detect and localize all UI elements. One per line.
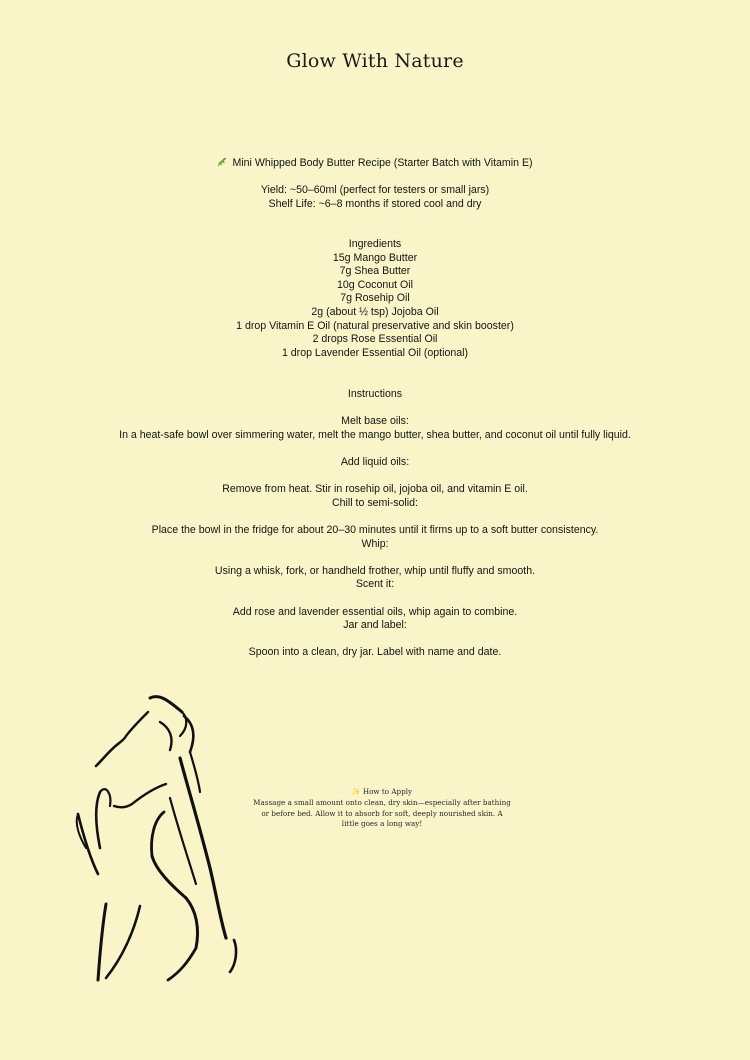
step-text: Remove from heat. Stir in rosehip oil, jojoba oil, and vitamin E oil.: [222, 483, 528, 496]
sparkle-icon: ✨: [351, 787, 361, 796]
how-to-apply-section: [252, 787, 512, 830]
step-title: Melt base oils:: [341, 415, 409, 428]
recipe-title: Mini Whipped Body Butter Recipe (Starter Batch with Vitamin E): [232, 157, 533, 169]
step-title: Chill to semi-solid:: [332, 496, 418, 509]
ingredients-section: [0, 238, 750, 360]
page-title: Glow With Nature: [286, 50, 464, 72]
recipe-yield: Yield: ~50–60ml (perfect for testers or small jars): [260, 184, 490, 196]
instructions-heading: Instructions: [347, 388, 403, 400]
leaf-icon: [217, 156, 228, 172]
recipe-title-row: [0, 156, 750, 172]
step-title: Jar and label:: [343, 619, 407, 632]
ingredient-item: 1 drop Lavender Essential Oil (optional): [281, 346, 469, 359]
step-text: Using a whisk, fork, or handheld frother, whip until fluffy and smooth.: [214, 564, 536, 577]
step-text: In a heat-safe bowl over simmering water, melt the mango butter, shea butter, and coconut oil until fully liquid.: [119, 428, 631, 441]
ingredient-item: 1 drop Vitamin E Oil (natural preservative and skin booster): [236, 319, 514, 332]
recipe-shelf-life: Shelf Life: ~6–8 months if stored cool and dry: [268, 197, 482, 210]
step-title: Scent it:: [355, 578, 395, 591]
ingredient-item: 7g Rosehip Oil: [340, 292, 410, 305]
step-text: Add rose and lavender essential oils, whip again to combine.: [232, 605, 518, 618]
step-text: Place the bowl in the fridge for about 20–30 minutes until it firms up to a soft butter consistency.: [151, 523, 599, 536]
ingredients-heading: Ingredients: [348, 238, 402, 250]
ingredient-item: 2g (about ½ tsp) Jojoba Oil: [311, 305, 439, 318]
step-text: Spoon into a clean, dry jar. Label with name and date.: [248, 646, 502, 659]
how-to-apply-heading: How to Apply: [362, 787, 413, 796]
ingredient-item: 7g Shea Butter: [339, 265, 411, 278]
how-to-apply-text: Massage a small amount onto clean, dry skin—especially after bathing or before bed. Allow it to absorb for soft, deeply nourished skin. A little goes a long way!: [253, 797, 511, 829]
ingredient-item: 2 drops Rose Essential Oil: [312, 333, 438, 346]
ingredient-item: 10g Coconut Oil: [337, 278, 413, 291]
recipe-meta: [0, 184, 750, 211]
step-title: Whip:: [361, 537, 389, 550]
step-title: Add liquid oils:: [340, 455, 410, 468]
ingredient-item: 15g Mango Butter: [332, 251, 418, 264]
instructions-section: [0, 388, 750, 660]
body-line-art-illustration: [70, 688, 250, 988]
